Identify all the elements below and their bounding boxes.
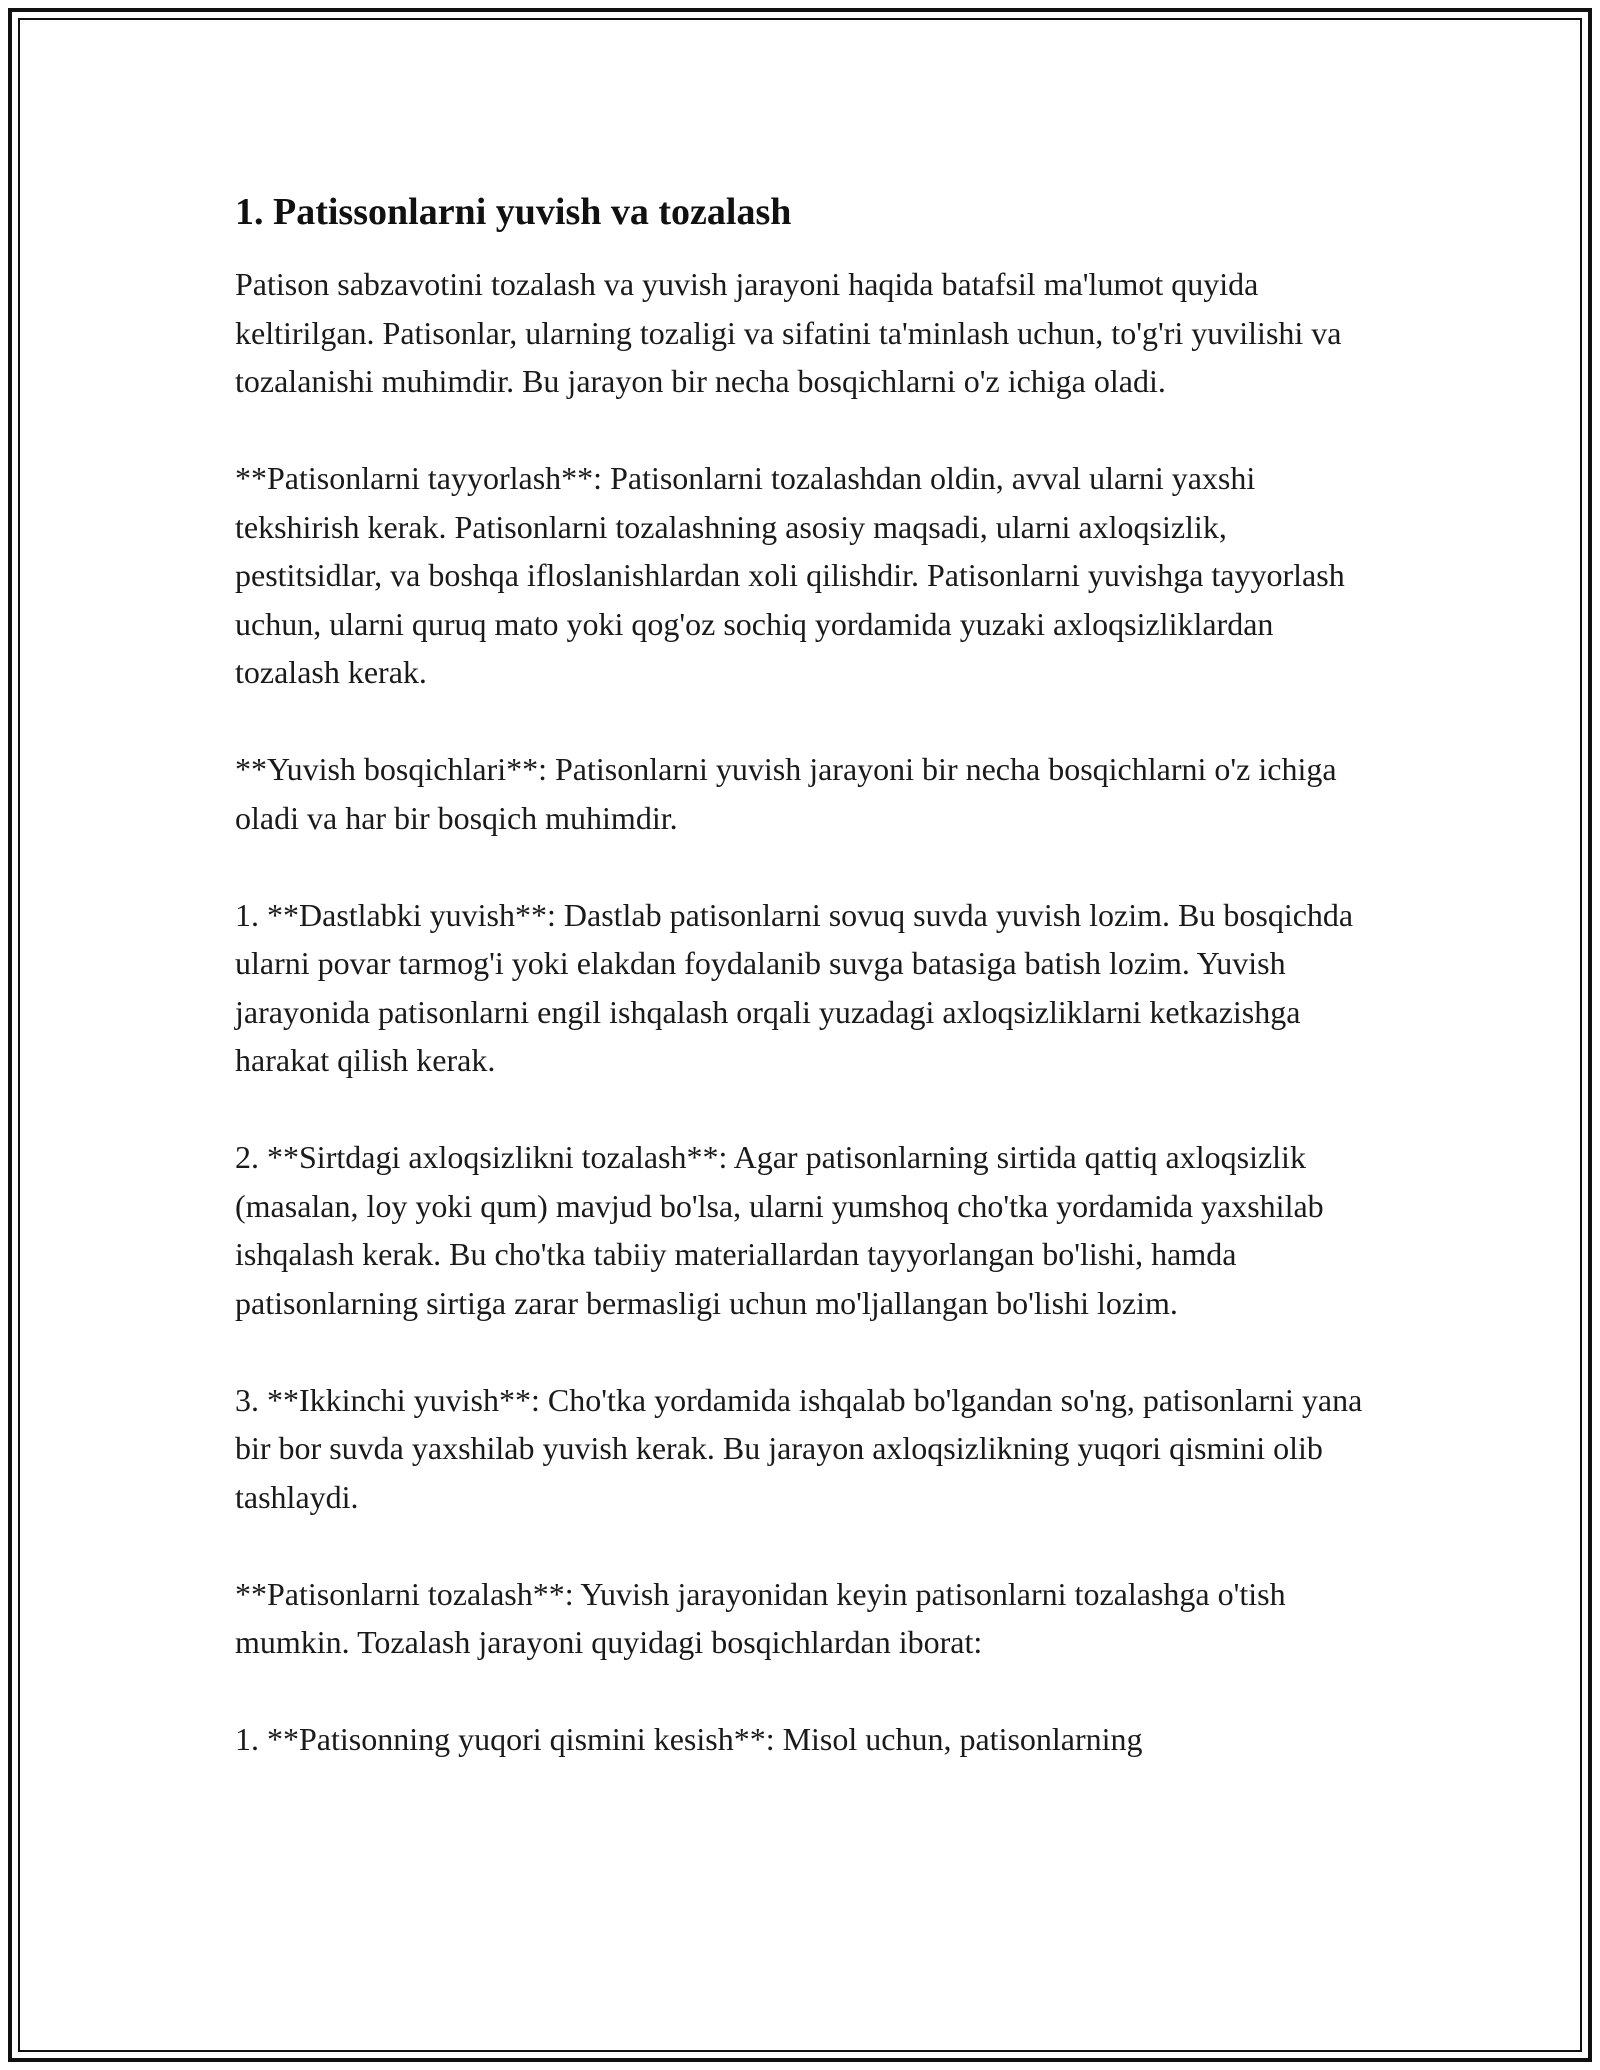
paragraph-washing-stages: **Yuvish bosqichlari**: Patisonlarni yuvish jarayoni bir necha bosqichlarni o'z ichiga oladi va har bir bosqich muhimdir. bbox=[235, 751, 1337, 836]
paragraph-step-initial-wash: 1. **Dastlabki yuvish**: Dastlab patisonlarni sovuq suvda yuvish lozim. Bu bosqichda ularni povar tarmog'i yoki elakdan foydalanib suvga batasiga batish lozim. Yuvish jarayonida patisonlarni engil ishqalash orqali yuzadagi axloqsizliklarni ketkazishga harakat qilish kerak. bbox=[235, 896, 1354, 1078]
paragraph-step-surface-dirt: 2. **Sirtdagi axloqsizlikni tozalash**: Agar patisonlarning sirtida qattiq axloqsizlik (masalan, loy yoki qum) mavjud bo'lsa, ularni yumshoq cho'tka yordamida yaxshilab ishqalash kerak. Bu cho'tka tabiiy materiallardan tayyorlangan bo'lishi, hamda patisonlarning sirtiga zarar bermasligi uchun mo'ljallangan bo'lishi lozim. bbox=[235, 1139, 1324, 1321]
paragraph-step-second-wash: 3. **Ikkinchi yuvish**: Cho'tka yordamida ishqalab bo'lgandan so'ng, patisonlarni yana bir bor suvda yaxshilab yuvish kerak. Bu jarayon axloqsizlikning yuqori qismini olib tashlaydi. bbox=[235, 1381, 1363, 1515]
section-heading: 1. Patissonlarni yuvish va tozalash bbox=[235, 191, 792, 233]
paragraph-cleaning: **Patisonlarni tozalash**: Yuvish jarayonidan keyin patisonlarni tozalashga o'tish mumkin. Tozalash jarayoni quyidagi bosqichlardan iborat: bbox=[235, 1575, 1286, 1660]
document-body bbox=[235, 188, 1365, 1764]
paragraph-preparation: **Patisonlarni tayyorlash**: Patisonlarni tozalashdan oldin, avval ularni yaxshi tekshirish kerak. Patisonlarni tozalashning asosiy maqsadi, ularni axloqsizlik, pestitsidlar, va boshqa ifloslanishlardan xoli qilishdir. Patisonlarni yuvishga tayyorlash uchun, ularni quruq mato yoki qog'oz sochiq yordamida yuzaki axloqsizliklardan tozalash kerak. bbox=[235, 460, 1345, 690]
paragraph-intro: Patison sabzavotini tozalash va yuvish jarayoni haqida batafsil ma'lumot quyida keltirilgan. Patisonlar, ularning tozaligi va sifatini ta'minlash uchun, to'g'ri yuvilishi va tozalanishi muhimdir. Bu jarayon bir necha bosqichlarni o'z ichiga oladi. bbox=[235, 266, 1342, 399]
paragraph-step-cut-top: 1. **Patisonning yuqori qismini kesish**: Misol uchun, patisonlarning bbox=[235, 1721, 1143, 1757]
